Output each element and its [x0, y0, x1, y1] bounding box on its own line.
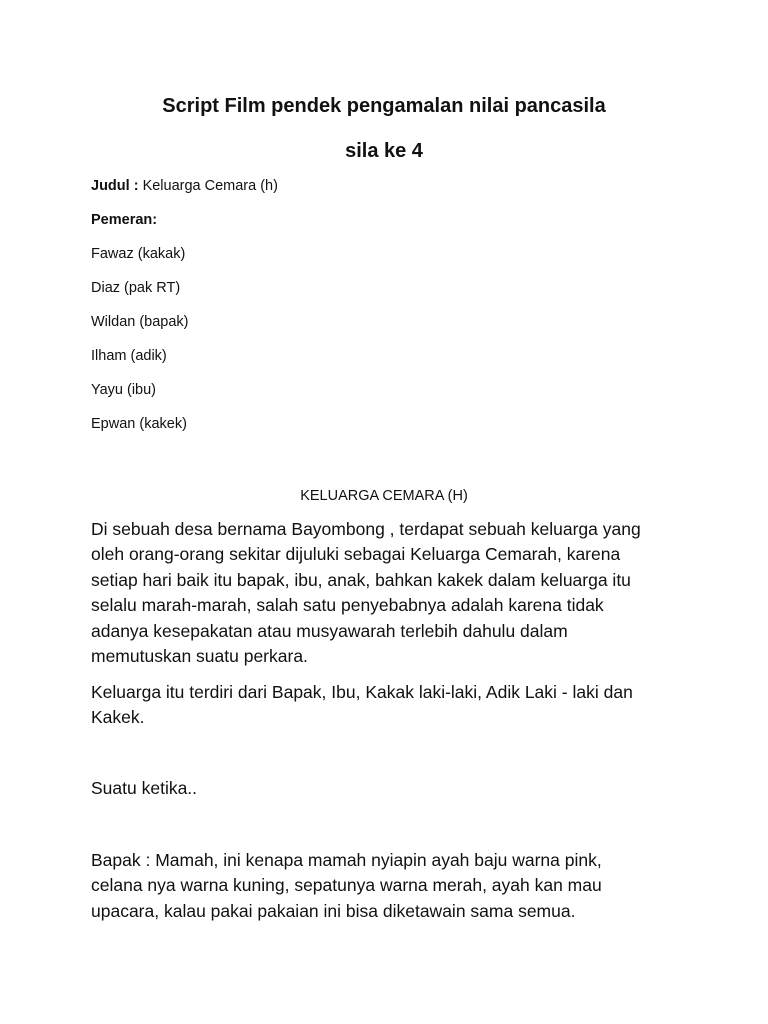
paragraph-dialogue [91, 848, 691, 924]
judul-value: Keluarga Cemara (h) [142, 178, 278, 194]
paragraph-line: selalu marah-marah, salah satu penyebabnya adalah karena tidak [91, 595, 604, 616]
story-title: KELUARGA CEMARA (H) [300, 488, 468, 504]
document-title: Script Film pendek pengamalan nilai pancasila [162, 95, 606, 117]
document-subtitle: sila ke 4 [345, 140, 423, 162]
paragraph-line: upacara, kalau pakai pakaian ini bisa diketawain sama semua. [91, 900, 576, 921]
cast-item: Wildan (bapak) [91, 314, 189, 330]
paragraph-intro [91, 517, 691, 669]
judul-label: Judul : [91, 178, 139, 194]
judul-line [91, 178, 278, 194]
cast-item: Fawaz (kakak) [91, 246, 186, 262]
paragraph-line: Keluarga itu terdiri dari Bapak, Ibu, Kakak laki-laki, Adik Laki - laki dan [91, 682, 633, 702]
paragraph-line: celana nya warna kuning, sepatunya warna merah, ayah kan mau [91, 875, 602, 896]
cast-item: Diaz (pak RT) [91, 280, 181, 296]
paragraph-suatu-ketika: Suatu ketika.. [91, 778, 198, 798]
cast-item: Yayu (ibu) [91, 382, 157, 398]
paragraph-family [91, 680, 691, 731]
paragraph-line: Kakek. [91, 707, 145, 728]
paragraph-line: oleh orang-orang sekitar dijuluki sebagai Keluarga Cemarah, karena [91, 544, 621, 565]
paragraph-line: adanya kesepakatan atau musyawarah terlebih dahulu dalam [91, 620, 568, 641]
paragraph-line: Di sebuah desa bernama Bayombong , terdapat sebuah keluarga yang [91, 519, 641, 539]
pemeran-label: Pemeran: [91, 212, 158, 228]
paragraph-line: setiap hari baik itu bapak, ibu, anak, bahkan kakek dalam keluarga itu [91, 569, 631, 590]
cast-item: Ilham (adik) [91, 348, 167, 364]
paragraph-line: Bapak : Mamah, ini kenapa mamah nyiapin ayah baju warna pink, [91, 850, 602, 870]
cast-item: Epwan (kakek) [91, 416, 187, 432]
paragraph-line: memutuskan suatu perkara. [91, 646, 308, 667]
